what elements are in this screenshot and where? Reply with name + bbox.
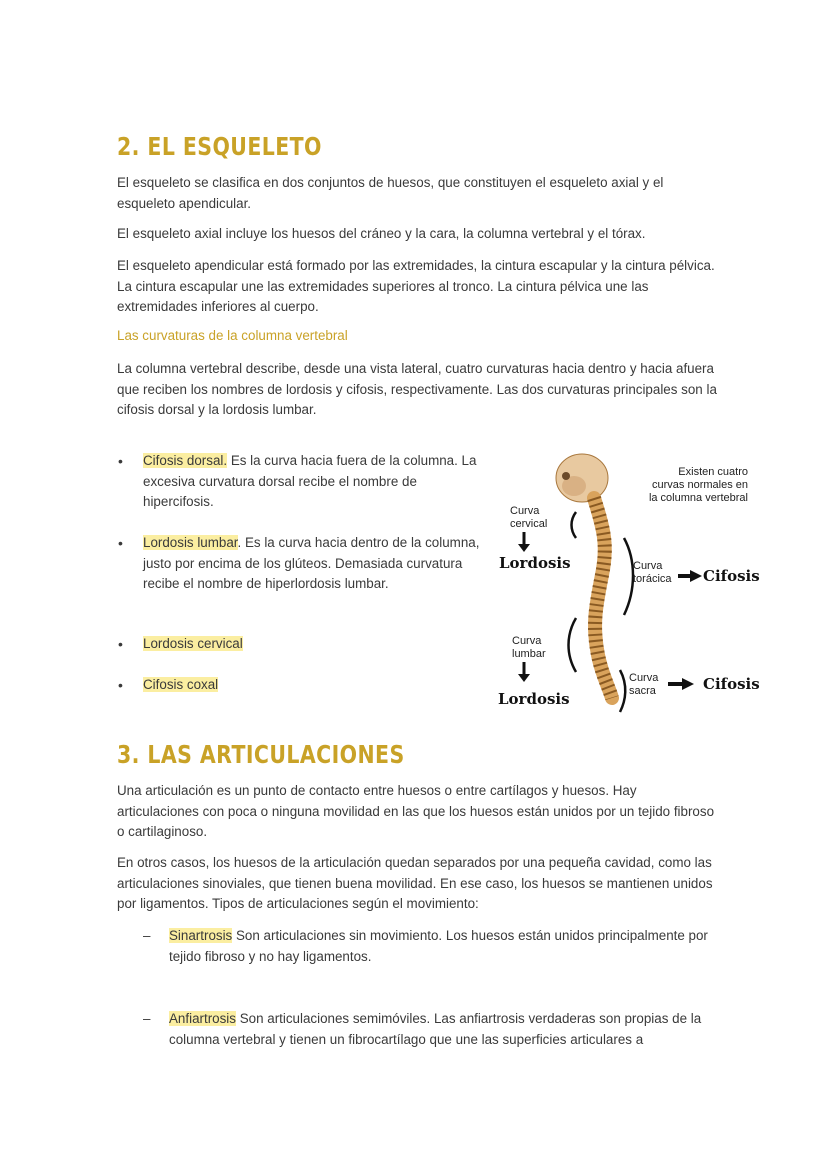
term-highlight: Lordosis cervical: [143, 636, 243, 651]
bullet-icon: •: [118, 677, 123, 693]
cervical-bracket: [572, 512, 577, 538]
label-lordosis-bottom: Lordosis: [498, 690, 570, 708]
list-item: [117, 451, 488, 513]
list-item: [117, 533, 488, 595]
list-item: [143, 1009, 739, 1050]
label-thoracic: [633, 560, 672, 586]
paragraph-curvatures: La columna vertebral describe, desde una vista lateral, cuatro curvaturas hacia dentro y hacia afuera que reciben los nombres de lordosis y cifosis, respectivamente. Las dos curvaturas principales son la cifosis dorsal y la lordosis lumbar.: [117, 361, 717, 417]
subtitle-spine-curvatures: Las curvaturas de la columna vertebral: [117, 328, 348, 343]
arrow-right-icon: [682, 678, 694, 690]
bullet-icon: •: [118, 453, 123, 469]
item-text: Son articulaciones semimóviles. Las anfiartrosis verdaderas son propias de la columna vertebral y tienen un fibrocartílago que une las superficies articulares a: [169, 1011, 702, 1047]
term-highlight: Cifosis coxal: [143, 677, 219, 692]
dash-icon: –: [143, 1011, 151, 1026]
dash-icon: –: [143, 928, 151, 943]
paragraph-joint-definition: Una articulación es un punto de contacto entre huesos o entre cartílagos y huesos. Hay articulaciones con poca o ninguna movilidad en las que los huesos están unidos por un tejido fibroso o cartilaginoso.: [117, 783, 715, 839]
caption-line: la columna vertebral: [648, 492, 748, 504]
item-text: Son articulaciones sin movimiento. Los huesos están unidos principalmente por tejido fibroso y no hay ligamentos.: [169, 928, 708, 964]
figure-caption: [638, 466, 748, 505]
eye-socket: [562, 472, 570, 480]
label-line: sacra: [629, 685, 656, 697]
thoracic-bracket: [624, 538, 633, 615]
label-line: Curva: [510, 505, 540, 517]
paragraph-skeleton-intro: El esqueleto se clasifica en dos conjuntos de huesos, que constituyen el esqueleto axial y el esqueleto apendicular.: [117, 175, 664, 211]
arrow-right-icon: [690, 570, 702, 582]
term-highlight: Anfiartrosis: [169, 1011, 236, 1026]
term-highlight: Lordosis lumbar: [143, 535, 238, 550]
label-cifosis-top: Cifosis: [703, 567, 760, 585]
label-cervical: [510, 505, 547, 531]
sacral-bracket: [620, 670, 625, 712]
term-highlight: Cifosis dorsal.: [143, 453, 228, 468]
label-line: lumbar: [512, 648, 546, 660]
item-text: Es la curva hacia fuera de la columna. La excesiva curvatura dorsal recibe el nombre de hipercifosis.: [143, 453, 477, 509]
label-line: cervical: [510, 518, 548, 530]
paragraph-appendicular-skeleton: El esqueleto apendicular está formado por las extremidades, la cintura escapular y la cintura pélvica. La cintura escapular une las extremidades superiores al tronco. La cintura pélvica une las extremidades inferiores al cuerpo.: [117, 258, 715, 314]
label-lumbar: [512, 635, 546, 661]
list-item: [143, 926, 739, 967]
bullet-icon: •: [118, 636, 123, 652]
spine-figure: [496, 450, 762, 720]
paragraph-axial-skeleton: El esqueleto axial incluye los huesos del cráneo y la cara, la columna vertebral y el tórax.: [117, 226, 646, 241]
arrow-down-icon: [518, 544, 530, 552]
paragraph-synovial-joints: En otros casos, los huesos de la articulación quedan separados por una pequeña cavidad, como las articulaciones sinoviales, que tienen buena movilidad. En ese caso, los huesos se mantienen unidos por ligamentos. Tipos de articulaciones según el movimiento:: [117, 855, 713, 911]
term-highlight: Sinartrosis: [169, 928, 233, 943]
label-line: Curva: [633, 560, 663, 572]
label-lordosis-top: Lordosis: [499, 554, 571, 572]
label-sacral: [629, 672, 658, 698]
list-item: [117, 634, 488, 655]
label-cifosis-bottom: Cifosis: [703, 675, 760, 693]
caption-line: curvas normales en: [652, 479, 748, 491]
arrow-down-icon: [518, 674, 530, 682]
label-line: Curva: [512, 635, 542, 647]
caption-line: Existen cuatro: [678, 466, 748, 478]
label-line: Curva: [629, 672, 659, 684]
list-item: [117, 675, 488, 696]
section-2-title: 2. EL ESQUELETO: [117, 132, 322, 161]
bullet-icon: •: [118, 535, 123, 551]
lumbar-bracket: [569, 618, 577, 672]
section-3-title: 3. LAS ARTICULACIONES: [117, 740, 405, 769]
label-line: torácica: [633, 573, 672, 585]
item-text: . Es la curva hacia dentro de la columna, justo por encima de los glúteos. Demasiada curvatura recibe el nombre de hiperlordosis lumbar.: [143, 535, 480, 591]
